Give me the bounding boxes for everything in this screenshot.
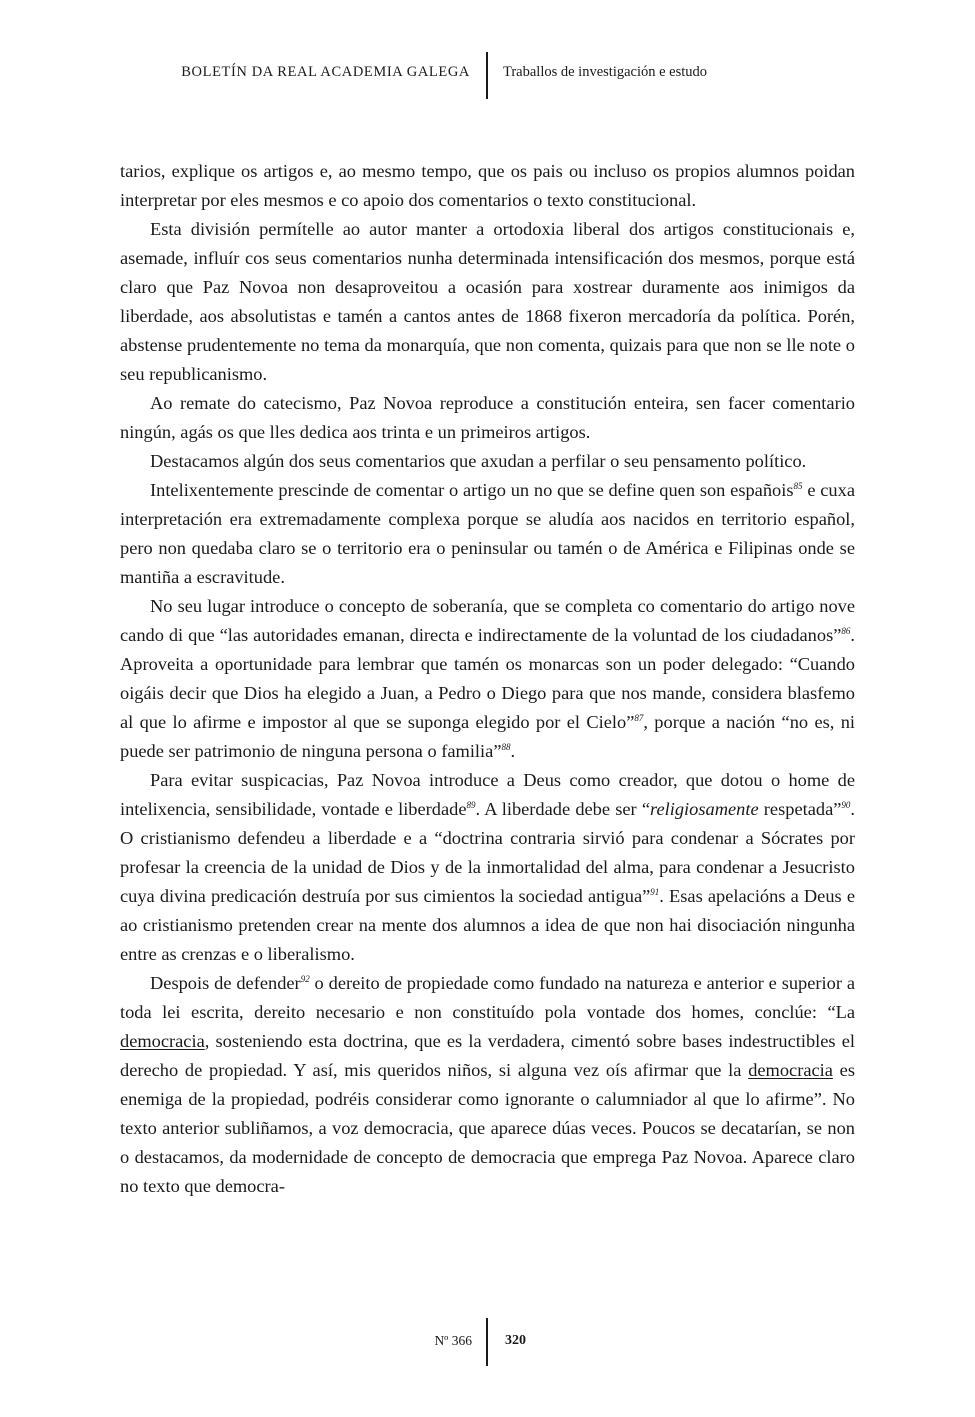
footnote-ref[interactable]: 92 <box>300 973 310 984</box>
paragraph-1 <box>120 157 855 215</box>
paragraph-text: Ao remate do catecismo, Paz Novoa reproduce a constitución enteira, sen facer comentario ningún, agás os que lles dedica aos trinta e un primeiros artigos. <box>120 393 855 442</box>
paragraph-text: o dereito de propiedade como fundado na natureza e anterior e superior a toda lei escrita, dereito necesario e non constituído pola vontade dos homes, conclúe: “La <box>120 973 855 1022</box>
section-title: Traballos de investigación e estudo <box>503 64 708 80</box>
paragraph-6 <box>120 592 855 766</box>
running-header <box>0 52 975 100</box>
journal-title: BOLETÍN DA REAL ACADEMIA GALEGA <box>181 64 470 80</box>
footnote-ref[interactable]: 87 <box>634 712 644 723</box>
paragraph-text: . Aproveita a oportunidade para lembrar que tamén os monarcas son un poder delegado: “Cuando oigáis decir que Dios ha elegido a Juan, a Pedro o Diego para que nos mande, considera blasfemo al que lo afirme e impostor al que se suponga elegido por el Cielo” <box>120 625 855 732</box>
paragraph-8 <box>120 969 855 1201</box>
paragraph-text: Intelixentemente prescinde de comentar o artigo un no que se define quen son españois <box>150 480 794 500</box>
paragraph-text: es enemiga de la propiedad, podréis considerar como ignorante o calumniador al que lo afirme”. No texto anterior subliñamos, a voz democracia, que aparece dúas veces. Poucos se decatarían, se non o destacamos, da modernidade de concepto de democracia que emprega Paz Novoa. Aparece claro no texto que democra- <box>120 1060 855 1196</box>
paragraph-text: e cuxa interpretación era extremadamente complexa porque se aludía aos nacidos en territorio español, pero non quedaba claro se o territorio era o peninsular ou tamén o de América e Filipinas onde se mantiña a escravitude. <box>120 480 855 587</box>
paragraph-text: No seu lugar introduce o concepto de soberanía, que se completa co comentario do artigo nove cando di que “las autoridades emanan, directa e indirectamente de la voluntad de los ciudadanos” <box>120 596 855 645</box>
italic-emphasis: religiosamente <box>650 799 759 819</box>
paragraph-text: , sosteniendo esta doctrina, que es la verdadera, cimentó sobre bases indestructibles el derecho de propiedad. Y así, mis queridos niños, si alguna vez oís afirmar que la <box>120 1031 855 1080</box>
footnote-ref[interactable]: 88 <box>501 741 511 752</box>
paragraph-text: tarios, explique os artigos e, ao mesmo tempo, que os pais ou incluso os propios alumnos poidan interpretar por eles mesmos e co apoio dos comentarios o texto constitucional. <box>120 161 855 210</box>
underlined-term: democracia <box>120 1031 205 1051</box>
underlined-term: democracia <box>748 1060 833 1080</box>
paragraph-text: Esta división permítelle ao autor manter a ortodoxia liberal dos artigos constitucionais e, asemade, influír cos seus comentarios nunha determinada intensificación dos mesmos, porque está claro que Paz Novoa non desaproveitou a ocasión para xostrear duramente aos inimigos da liberdade, aos absolutistas e tamén a cantos antes de 1868 fixeron mercadoría da política. Porén, abstense prudentemente no tema da monarquía, que non comenta, quizais para que non se lle note o seu republicanismo. <box>120 219 855 384</box>
footnote-ref[interactable]: 89 <box>466 799 476 810</box>
footnote-ref[interactable]: 91 <box>650 886 660 897</box>
paragraph-text: . A liberdade debe ser “ <box>475 799 650 819</box>
paragraph-4 <box>120 447 855 476</box>
paragraph-text: respetada” <box>758 799 842 819</box>
footnote-ref[interactable]: 90 <box>841 799 851 810</box>
page-number: 320 <box>505 1333 526 1348</box>
paragraph-3 <box>120 389 855 447</box>
running-footer <box>0 1318 975 1368</box>
paragraph-text: . O cristianismo defendeu a liberdade e a “doctrina contraria sirvió para condenar a Sócrates por profesar la creencia de la unidad de Dios y de la inmortalidad del alma, para condenar a Jesucristo cuya divina predicación destruía por sus cimientos la sociedad antigua” <box>120 799 856 906</box>
article-body <box>120 157 855 1201</box>
footnote-ref[interactable]: 85 <box>793 480 803 491</box>
footer-divider <box>486 1318 488 1366</box>
paragraph-text: Para evitar suspicacias, Paz Novoa introduce a Deus como creador, que dotou o home de intelixencia, sensibilidade, vontade e liberdade <box>120 770 855 819</box>
header-divider <box>486 52 488 99</box>
paragraph-text: Destacamos algún dos seus comentarios que axudan a perfilar o seu pensamento político. <box>150 451 807 471</box>
paragraph-2 <box>120 215 855 389</box>
issue-number: Nº 366 <box>434 1333 472 1348</box>
paragraph-text: . Esas apelacións a Deus e ao cristianismo pretenden crear na mente dos alumnos a idea de que non hai disociación ningunha entre as crenzas e o liberalismo. <box>120 886 855 964</box>
paragraph-text: , porque a nación “no es, ni puede ser patrimonio de ninguna persona o familia” <box>120 712 855 761</box>
paragraph-text: . <box>510 741 516 761</box>
footnote-ref[interactable]: 86 <box>841 625 851 636</box>
paragraph-5 <box>120 476 855 592</box>
paragraph-text: Despois de defender <box>150 973 301 993</box>
paragraph-7 <box>120 766 855 969</box>
